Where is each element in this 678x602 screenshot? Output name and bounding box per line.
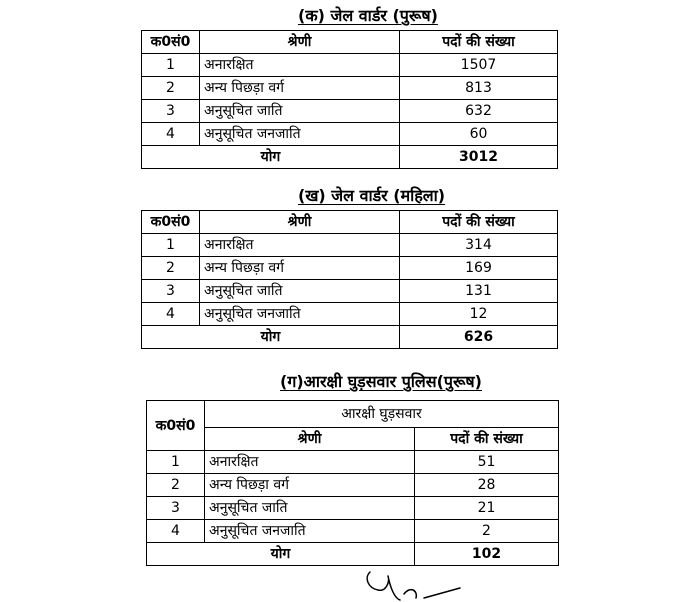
count-cell: 28 — [415, 474, 559, 497]
serial-cell: 2 — [142, 257, 200, 280]
serial-cell: 3 — [142, 100, 200, 123]
count-header: पदों की संख्या — [400, 211, 558, 234]
total-label: योग — [142, 146, 400, 169]
category-header: श्रेणी — [200, 211, 400, 234]
signature-scribble — [360, 564, 480, 602]
category-cell: अनारक्षित — [200, 234, 400, 257]
count-cell: 314 — [400, 234, 558, 257]
category-cell: अन्य पिछड़ा वर्ग — [200, 257, 400, 280]
total-value: 3012 — [400, 146, 558, 169]
table-row — [147, 451, 559, 474]
table-row — [142, 257, 558, 280]
table-row — [142, 54, 558, 77]
count-cell: 131 — [400, 280, 558, 303]
count-cell: 21 — [415, 497, 559, 520]
table-jail-warder-female — [141, 210, 558, 349]
table-row — [142, 303, 558, 326]
group-header-row — [147, 401, 559, 428]
category-cell: अन्य पिछड़ा वर्ग — [205, 474, 415, 497]
count-cell: 2 — [415, 520, 559, 543]
count-cell: 169 — [400, 257, 558, 280]
serial-cell: 4 — [142, 123, 200, 146]
table-row — [147, 497, 559, 520]
total-label: योग — [147, 543, 415, 566]
total-row — [142, 326, 558, 349]
serial-cell: 4 — [147, 520, 205, 543]
header-row — [142, 211, 558, 234]
serial-cell: 4 — [142, 303, 200, 326]
category-cell: अनुसूचित जाति — [205, 497, 415, 520]
category-cell: अन्य पिछड़ा वर्ग — [200, 77, 400, 100]
group-header: आरक्षी घुड़सवार — [205, 401, 559, 428]
section-title-mounted-police-male: (ग)आरक्षी घुड़सवार पुलिस(पुरूष) — [280, 372, 482, 391]
category-cell: अनारक्षित — [200, 54, 400, 77]
count-cell: 813 — [400, 77, 558, 100]
total-row — [147, 543, 559, 566]
serial-cell: 1 — [147, 451, 205, 474]
total-label: योग — [142, 326, 400, 349]
total-value: 626 — [400, 326, 558, 349]
table-row — [142, 234, 558, 257]
serial-cell: 1 — [142, 234, 200, 257]
count-header: पदों की संख्या — [400, 31, 558, 54]
count-cell: 51 — [415, 451, 559, 474]
table-row — [142, 280, 558, 303]
category-header: श्रेणी — [205, 428, 415, 451]
header-row — [142, 31, 558, 54]
serial-cell: 3 — [147, 497, 205, 520]
count-header: पदों की संख्या — [415, 428, 559, 451]
table-jail-warder-male — [141, 30, 558, 169]
category-cell: अनुसूचित जाति — [200, 280, 400, 303]
serial-cell: 1 — [142, 54, 200, 77]
count-cell: 60 — [400, 123, 558, 146]
category-cell: अनुसूचित जाति — [200, 100, 400, 123]
table-row — [142, 100, 558, 123]
section-title-jail-warder-male: (क) जेल वार्डर (पुरूष) — [298, 6, 438, 25]
table-row — [147, 474, 559, 497]
section-title-jail-warder-female: (ख) जेल वार्डर (महिला) — [298, 186, 446, 205]
table-row — [147, 520, 559, 543]
serial-header: क0सं0 — [142, 31, 200, 54]
table-mounted-police-male — [146, 400, 559, 566]
header-row — [147, 428, 559, 451]
category-cell: अनुसूचित जनजाति — [200, 123, 400, 146]
serial-cell: 2 — [142, 77, 200, 100]
count-cell: 1507 — [400, 54, 558, 77]
category-cell: अनारक्षित — [205, 451, 415, 474]
category-header: श्रेणी — [200, 31, 400, 54]
serial-header: क0सं0 — [142, 211, 200, 234]
total-row — [142, 146, 558, 169]
table-row — [142, 123, 558, 146]
category-cell: अनुसूचित जनजाति — [205, 520, 415, 543]
count-cell: 632 — [400, 100, 558, 123]
total-value: 102 — [415, 543, 559, 566]
category-cell: अनुसूचित जनजाति — [200, 303, 400, 326]
serial-cell: 3 — [142, 280, 200, 303]
serial-header: क0सं0 — [147, 401, 205, 451]
serial-cell: 2 — [147, 474, 205, 497]
count-cell: 12 — [400, 303, 558, 326]
table-row — [142, 77, 558, 100]
